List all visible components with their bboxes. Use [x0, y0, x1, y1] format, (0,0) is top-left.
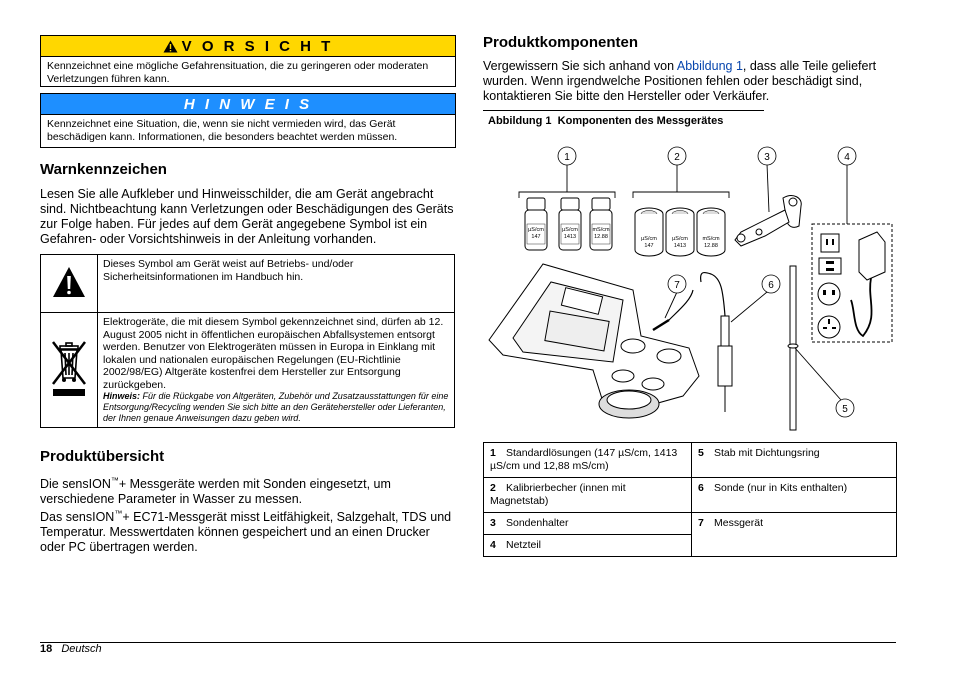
table-row — [484, 478, 897, 513]
part-number: 3 — [490, 517, 496, 529]
part-label: Netzteil — [506, 539, 542, 551]
page-number: 18 — [40, 643, 53, 655]
calibration-beakers — [635, 208, 725, 256]
part-number: 5 — [698, 447, 704, 459]
part-number: 6 — [698, 482, 704, 494]
warning-triangle-icon — [163, 40, 178, 53]
trademark: ™ — [110, 476, 119, 485]
caution-header — [40, 35, 456, 57]
page-footer — [40, 643, 102, 655]
part-number: 4 — [490, 539, 496, 551]
bottle-unit: µS/cm — [562, 227, 578, 233]
notice-text: Kennzeichnet eine Situation, die, wenn sie nicht vermieden wird, das Gerät beschädigen kann. Informationen, die besonders beachtet werden müssen. — [40, 114, 456, 148]
bottle-value: 1413 — [563, 234, 577, 240]
beaker-unit: µS/cm — [672, 236, 688, 242]
caution-title: V O R S I C H T — [181, 37, 334, 55]
text-span: + EC71-Messgerät misst Leitfähigkeit, Salzgehalt, TDS und Temperatur. Messwertdaten können gespeichert und an einen Drucker oder PC übertragen werden. — [40, 510, 452, 555]
components-figure — [483, 140, 893, 440]
symbol-cell — [41, 255, 98, 313]
warning-triangle-icon — [52, 266, 86, 298]
part-label: Sondenhalter — [506, 517, 569, 529]
probe — [701, 272, 767, 412]
part-number: 2 — [490, 482, 496, 494]
warnkennzeichen-heading: Warnkennzeichen — [40, 161, 167, 178]
part-number: 7 — [698, 517, 704, 529]
caption-rule — [483, 110, 764, 111]
callout-1: 1 — [564, 152, 570, 163]
warnkennzeichen-text: Lesen Sie alle Aufkleber und Hinweisschilder, die am Gerät angebracht sind. Nichtbeachtung kann Verletzungen oder Beschädigungen des Geräts zur Folge haben. Für jedes auf dem Gerät angegebene Symbol ist ein Gefahren- oder Vorsichtshinweis in der Anleitung vorhanden. — [40, 187, 454, 246]
symbol-table — [40, 254, 455, 428]
note-text: Für die Rückgabe von Altgeräten, Zubehör und Zusatzausstattungen für eine Entsorgung/Recycling wenden Sie sich bitte an den Gerätehersteller oder Lieferanten, der Ihnen genaue Anweisungen dazu geben wird. — [103, 391, 449, 423]
text-span: + Messgeräte werden mit Sonden eingesetzt, um verschiedene Parameter in Wasser zu messen. — [40, 477, 391, 507]
part-label: Sonde (nur in Kits enthalten) — [714, 482, 848, 494]
beaker-value: 147 — [644, 243, 654, 249]
parts-cell — [692, 478, 897, 513]
table-row — [484, 443, 897, 478]
parts-cell — [484, 535, 692, 557]
probe-holder — [735, 164, 801, 246]
text-span: Das sensION — [40, 510, 115, 525]
produktkomponenten-heading: Produktkomponenten — [483, 34, 639, 51]
notice-title: H I N W E I S — [183, 95, 313, 113]
standards-bracket — [519, 164, 615, 198]
part-label: Kalibrierbecher (innen mit Magnetstab) — [490, 482, 626, 507]
crossed-out-bin-icon — [50, 336, 88, 400]
symbol-description: Dieses Symbol am Gerät weist auf Betriebs- und/oder Sicherheitsinformationen im Handbuch hin. — [98, 255, 455, 313]
text-span: Vergewissern Sie sich anhand von — [483, 59, 677, 73]
beakers-bracket — [633, 164, 729, 198]
bottle-value: 12.88 — [594, 234, 608, 240]
text-span: Die sensION — [40, 477, 111, 492]
callout-5: 5 — [842, 404, 848, 415]
beaker-unit: mS/cm — [702, 236, 720, 242]
parts-cell — [692, 443, 897, 478]
part-label: Stab mit Dichtungsring — [714, 447, 820, 459]
bottle-unit: µS/cm — [528, 227, 544, 233]
callout-3: 3 — [764, 152, 770, 163]
footer-language: Deutsch — [61, 643, 102, 655]
part-label: Messgerät — [714, 517, 764, 529]
part-number: 1 — [490, 447, 496, 459]
parts-cell — [692, 513, 897, 557]
power-supply — [812, 164, 892, 342]
parts-cell — [484, 443, 692, 478]
table-row — [41, 255, 455, 313]
parts-table — [483, 442, 897, 557]
figure-caption: Abbildung 1 Komponenten des Messgerätes — [488, 115, 724, 127]
callout-6: 6 — [768, 280, 774, 291]
produktuebersicht-paragraph-1 — [40, 473, 454, 507]
bottle-value: 147 — [531, 234, 541, 240]
footer-rule — [40, 642, 896, 643]
symbol-description — [98, 313, 455, 428]
symbol-cell — [41, 313, 98, 428]
bottle-unit: mS/cm — [592, 227, 610, 233]
figure-link[interactable]: Abbildung 1 — [676, 59, 743, 73]
caution-text: Kennzeichnet eine mögliche Gefahrensituation, die zu geringeren oder moderaten Verletzungen führen kann. — [40, 56, 456, 87]
weee-note — [103, 391, 449, 424]
note-label: Hinweis: — [103, 391, 141, 401]
trademark: ™ — [114, 509, 123, 518]
parts-cell — [484, 513, 692, 535]
callout-2: 2 — [674, 152, 680, 163]
weee-text: Elektrogeräte, die mit diesem Symbol gekennzeichnet sind, dürfen ab 12. August 2005 nicht in öffentlichen europäischen Abfallsystemen entsorgt werden. Benutzer von Elektrogeräten müssen in Europa in Einklang mit lokalen und nationalen europäischen Regelungen (EU-Richtlinie 2002/98/EG) Altgeräte kostenfrei dem Hersteller zur Entsorgung zurückgeben. — [103, 316, 444, 391]
beaker-value: 1413 — [673, 243, 687, 249]
standard-bottles — [525, 198, 612, 250]
callout-7: 7 — [674, 280, 680, 291]
part-label: Standardlösungen (147 µS/cm, 1413 µS/cm und 12,88 mS/cm) — [490, 447, 678, 472]
meter — [489, 264, 699, 418]
produktuebersicht-heading: Produktübersicht — [40, 448, 165, 465]
table-row — [41, 313, 455, 428]
text-span: , dass alle Teile geliefert wurden. Wenn irgendwelche Positionen fehlen oder beschädigt sind, kontaktieren Sie bitte den Hersteller oder Verkäufer. — [483, 59, 877, 103]
table-row — [484, 513, 897, 535]
beaker-value: 12.88 — [704, 243, 718, 249]
callout-4: 4 — [844, 152, 850, 163]
notice-header — [40, 93, 456, 115]
produktkomponenten-text — [483, 59, 897, 104]
produktuebersicht-paragraph-2 — [40, 506, 454, 555]
parts-cell — [484, 478, 692, 513]
beaker-unit: µS/cm — [641, 236, 657, 242]
